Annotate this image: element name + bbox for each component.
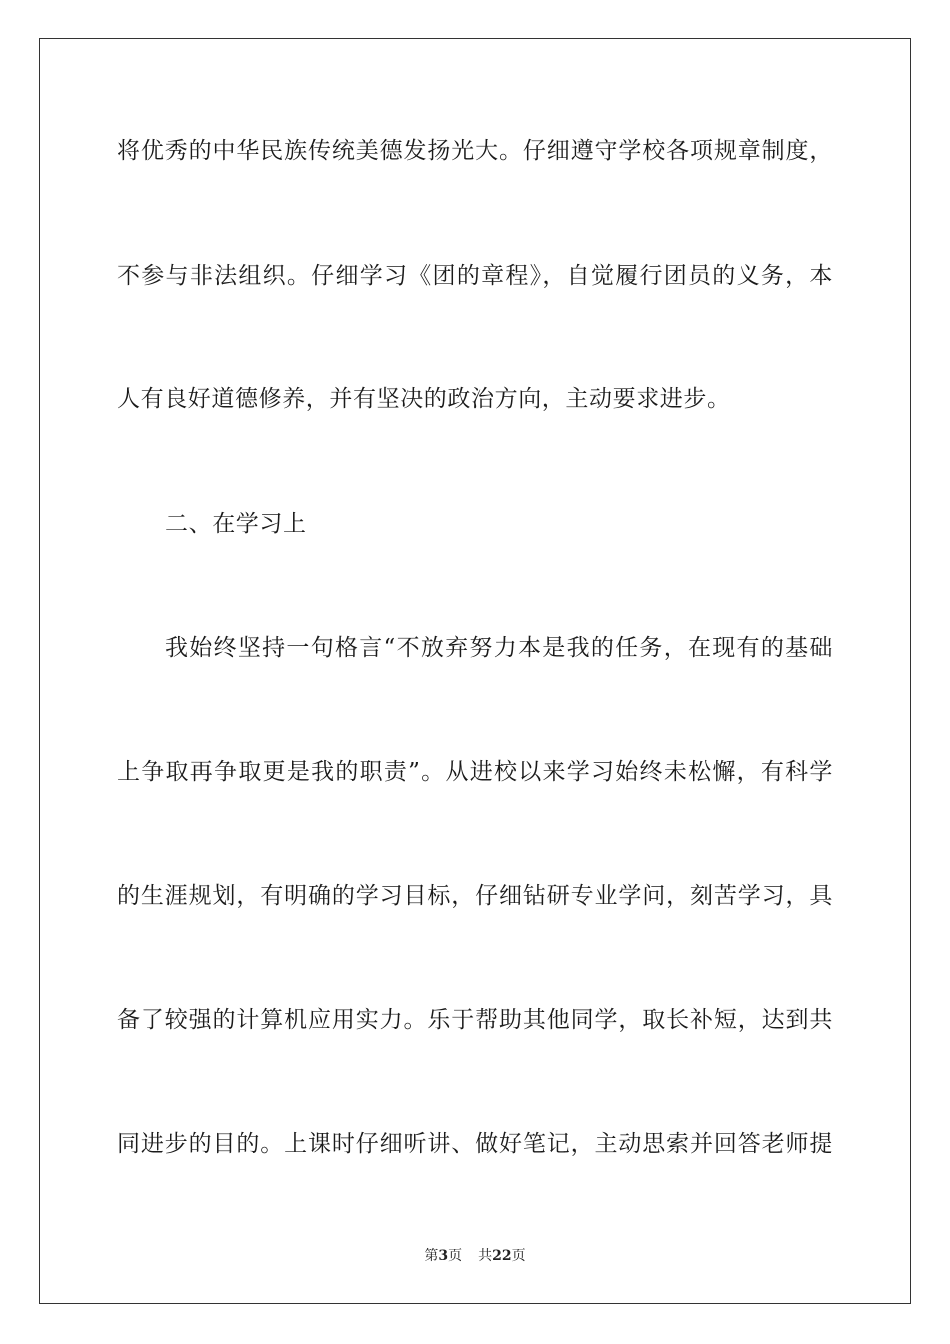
body-line-6: 上争取再争取更是我的职责”。从进校以来学习始终未松懈，有科学 — [117, 759, 833, 785]
footer-total-suffix: 页 — [511, 1248, 526, 1264]
body-line-2: 不参与非法组织。仔细学习《团的章程》，自觉履行团员的义务，本 — [117, 263, 833, 289]
footer-total-pages: 22 — [492, 1248, 512, 1264]
page-footer — [0, 1246, 950, 1266]
page-frame — [39, 38, 911, 1304]
body-line-5: 我始终坚持一句格言“不放弃努力本是我的任务，在现有的基础 — [165, 635, 833, 661]
body-line-3: 人有良好道德修养，并有坚决的政治方向，主动要求进步。 — [117, 386, 731, 412]
footer-page-suffix: 页 — [448, 1248, 463, 1264]
body-line-8: 备了较强的计算机应用实力。乐于帮助其他同学，取长补短，达到共 — [117, 1007, 833, 1033]
footer-total-prefix: 共 — [478, 1248, 493, 1264]
section-heading: 二、在学习上 — [165, 511, 307, 537]
body-line-7: 的生涯规划，有明确的学习目标，仔细钻研专业学问，刻苦学习，具 — [117, 883, 833, 909]
body-line-1: 将优秀的中华民族传统美德发扬光大。仔细遵守学校各项规章制度， — [117, 138, 833, 164]
footer-prefix: 第 — [424, 1248, 439, 1264]
footer-page-number: 3 — [438, 1248, 449, 1264]
body-line-9: 同进步的目的。上课时仔细听讲、做好笔记，主动思索并回答老师提 — [117, 1131, 833, 1157]
